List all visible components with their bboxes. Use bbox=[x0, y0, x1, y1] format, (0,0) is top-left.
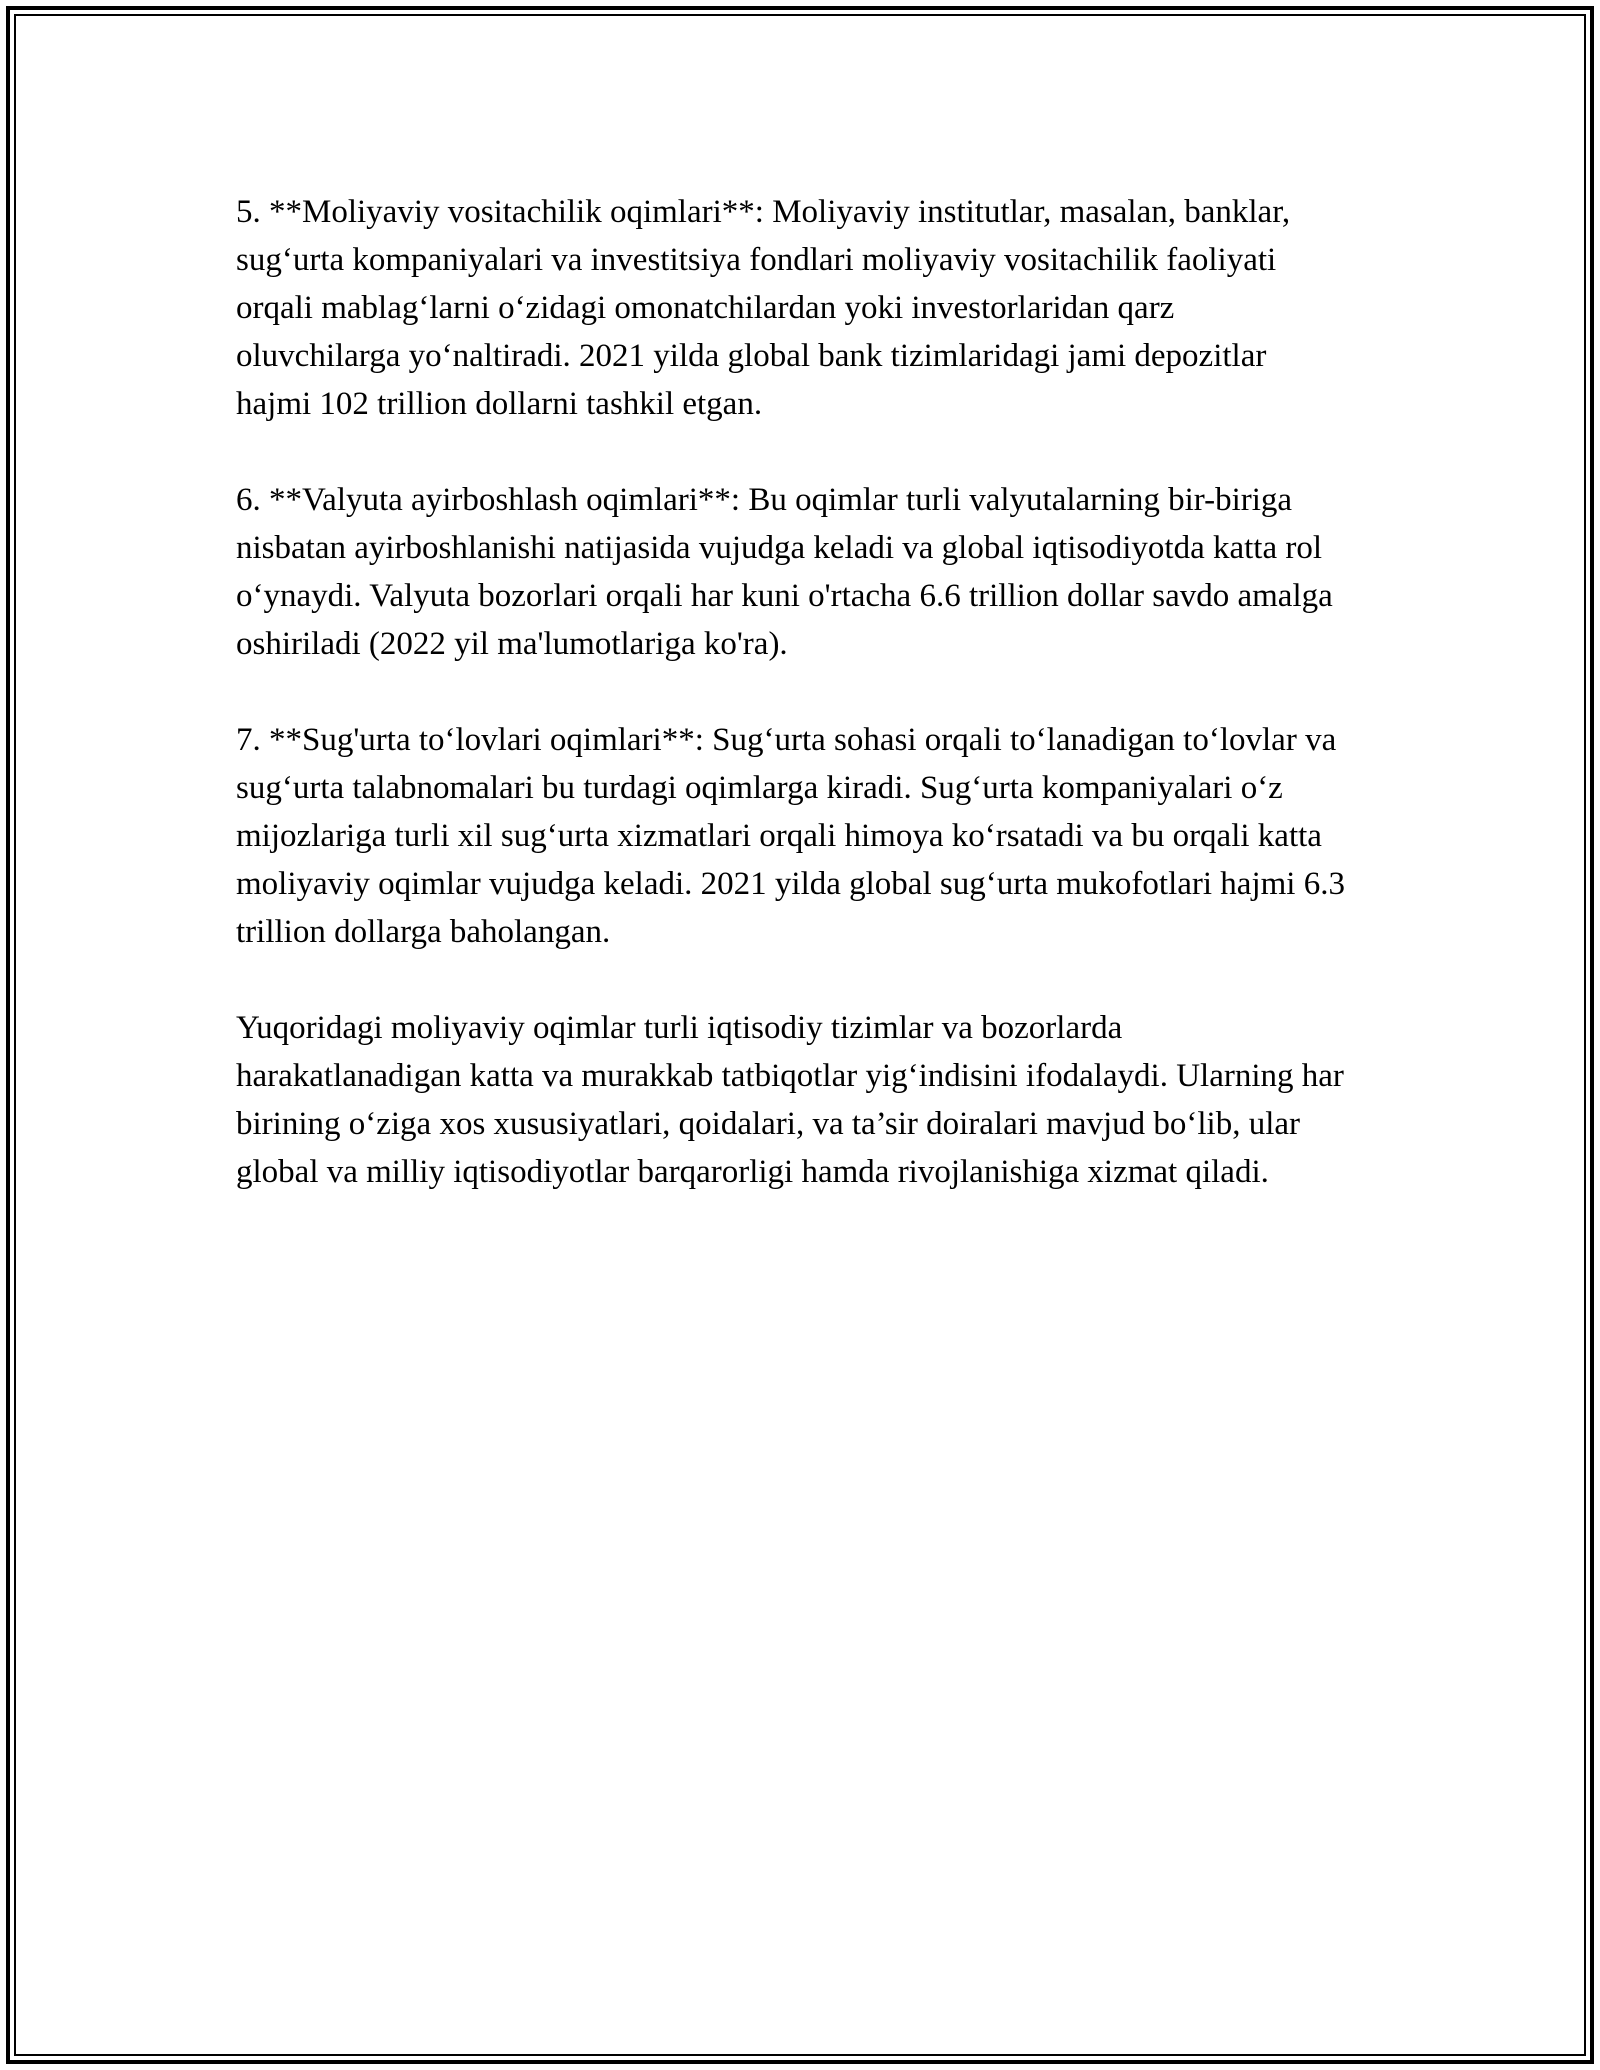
paragraph-financial-intermediation-flows: 5. **Moliyaviy vositachilik oqimlari**: Moliyaviy institutlar, masalan, banklar, sug‘urta kompaniyalari va investitsiya fondlari moliyaviy vositachilik faoliyati orqali mablag‘larni o‘zidagi omonatchilardan yoki investorlaridan qarz oluvchilarga yo‘naltiradi. 2021 yilda global bank tizimlaridagi jami depozitlar hajmi 102 trillion dollarni tashkil etgan. bbox=[236, 194, 1291, 422]
document-body bbox=[236, 188, 1346, 1244]
paragraph-conclusion: Yuqoridagi moliyaviy oqimlar turli iqtisodiy tizimlar va bozorlarda harakatlanadigan katta va murakkab tatbiqotlar yig‘indisini ifodalaydi. Ularning har birining o‘ziga xos xususiyatlari, qoidalari, va ta’sir doiralari mavjud bo‘lib, ular global va milliy iqtisodiyotlar barqarorligi hamda rivojlanishiga xizmat qiladi. bbox=[236, 1010, 1344, 1190]
paragraph-insurance-payment-flows: 7. **Sug'urta to‘lovlari oqimlari**: Sug‘urta sohasi orqali to‘lanadigan to‘lovlar va sug‘urta talabnomalari bu turdagi oqimlarga kiradi. Sug‘urta kompaniyalari o‘z mijozlariga turli xil sug‘urta xizmatlari orqali himoya ko‘rsatadi va bu orqali katta moliyaviy oqimlar vujudga keladi. 2021 yilda global sug‘urta mukofotlari hajmi 6.3 trillion dollarga baholangan. bbox=[236, 722, 1345, 950]
paragraph-currency-exchange-flows: 6. **Valyuta ayirboshlash oqimlari**: Bu oqimlar turli valyutalarning bir-biriga nisbatan ayirboshlanishi natijasida vujudga keladi va global iqtisodiyotda katta rol o‘ynaydi. Valyuta bozorlari orqali har kuni o'rtacha 6.6 trillion dollar savdo amalga oshiriladi (2022 yil ma'lumotlariga ko'ra). bbox=[236, 482, 1333, 662]
